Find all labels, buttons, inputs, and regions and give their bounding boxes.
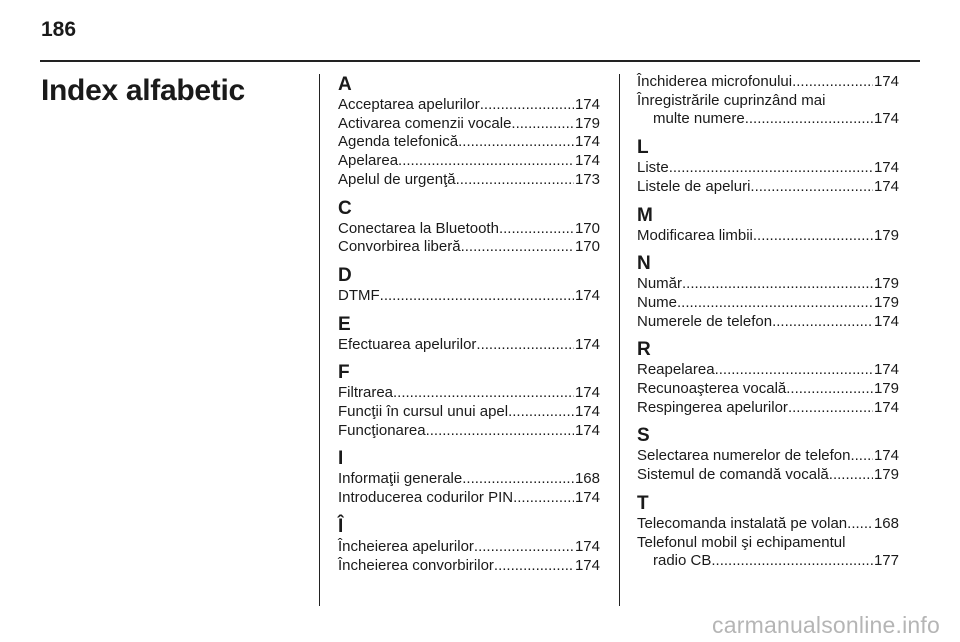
index-entry-page: 174 [873, 73, 899, 90]
index-entry-label: Convorbirea liberă [338, 238, 461, 256]
index-entry[interactable] [338, 557, 600, 576]
index-column-1 [338, 73, 600, 582]
index-column-2 [637, 73, 899, 578]
index-group [338, 361, 600, 440]
column-divider [319, 74, 320, 606]
index-letter-heading: M [637, 204, 653, 226]
index-entry-page: 170 [574, 238, 600, 256]
index-title: Index alfabetic [41, 74, 245, 107]
index-entry-page: 174 [574, 403, 600, 421]
index-entry-label: Încheierea convorbirilor [338, 556, 494, 574]
index-entry-page: 173 [574, 170, 600, 188]
dot-leader [494, 557, 574, 576]
index-entry-label-cont: radio CB [653, 552, 712, 570]
index-entry-page: 179 [873, 275, 899, 293]
index-entry-page: 168 [873, 514, 899, 532]
dot-leader [792, 73, 873, 92]
index-entry[interactable] [637, 466, 899, 485]
index-group [637, 136, 899, 196]
index-entry[interactable] [637, 275, 899, 294]
index-letter-heading: N [637, 253, 651, 275]
index-group [637, 338, 899, 417]
index-group [637, 492, 899, 571]
dot-leader [682, 275, 873, 294]
index-entry-page: 174 [574, 286, 600, 304]
index-entry[interactable] [338, 422, 600, 441]
index-entry-label: Număr [637, 275, 683, 293]
dot-leader [462, 470, 574, 489]
index-entry[interactable] [338, 287, 600, 306]
header-rule [40, 60, 920, 62]
index-letter-heading: A [338, 74, 352, 95]
index-letter-heading: C [338, 197, 352, 219]
index-entry[interactable] [637, 159, 899, 178]
index-entry-page: 174 [873, 398, 899, 416]
dot-leader [393, 384, 574, 403]
index-entry-page: 174 [574, 421, 600, 439]
index-group [338, 73, 600, 190]
index-entry-page: 174 [873, 177, 899, 195]
index-group [637, 204, 899, 246]
index-letter-heading: F [338, 362, 350, 384]
dot-leader [786, 380, 873, 399]
index-letter-heading: L [637, 137, 649, 159]
index-entry-continuation [637, 552, 899, 571]
dot-leader [677, 294, 873, 313]
column-divider [619, 74, 620, 606]
index-entry-page: 174 [574, 335, 600, 353]
dot-leader [426, 422, 574, 441]
index-entry[interactable] [338, 171, 600, 190]
index-letter-heading: E [338, 313, 351, 335]
index-entry-page: 179 [873, 226, 899, 244]
dot-leader [745, 110, 873, 129]
dot-leader [461, 238, 574, 257]
index-entry[interactable] [338, 115, 600, 134]
index-entry-page: 179 [873, 466, 899, 484]
index-entry-label: Efectuarea apelurilor [338, 335, 477, 353]
index-entry-label: Numerele de telefon [637, 312, 773, 330]
index-entry[interactable] [338, 152, 600, 171]
index-group [338, 447, 600, 507]
watermark: carmanualsonline.info [712, 612, 940, 638]
dot-leader [788, 399, 873, 418]
index-entry-page: 174 [574, 96, 600, 113]
index-entry-label: Acceptarea apelurilor [338, 96, 480, 113]
index-entry[interactable] [338, 133, 600, 152]
index-entry-label: Funcţii în cursul unui apel [338, 403, 509, 421]
index-entry-page: 174 [574, 489, 600, 507]
index-entry[interactable] [338, 220, 600, 239]
index-entry[interactable] [338, 384, 600, 403]
index-entry-label: Nume [637, 293, 678, 311]
index-entry-page: 170 [574, 219, 600, 237]
index-entry[interactable] [338, 538, 600, 557]
index-entry-page: 174 [873, 110, 899, 128]
index-entry-label-cont: multe numere [653, 110, 745, 128]
index-group [637, 424, 899, 484]
dot-leader [829, 466, 873, 485]
index-group [338, 264, 600, 306]
index-entry-page: 179 [873, 293, 899, 311]
dot-leader [476, 336, 574, 355]
index-letter-heading: I [338, 448, 344, 470]
index-letter-heading: Î [338, 515, 344, 537]
dot-leader [711, 552, 873, 571]
index-entry[interactable] [637, 294, 899, 313]
index-group [338, 515, 600, 575]
index-entry-label: Apelarea [338, 152, 399, 170]
dot-leader [456, 171, 574, 190]
index-entry-label: Înregistrările cuprinzând mai [637, 91, 826, 109]
index-letter-heading: D [338, 264, 352, 286]
index-entry[interactable] [637, 534, 899, 571]
index-entry[interactable] [338, 96, 600, 115]
index-entry-label: Agenda telefonică [338, 133, 459, 151]
index-group [637, 252, 899, 331]
index-entry-label: Modificarea limbii [637, 226, 753, 244]
index-entry-label: Reapelarea [637, 361, 715, 379]
index-entry[interactable] [637, 178, 899, 197]
index-entry-label: Listele de apeluri [637, 177, 751, 195]
index-entry-label: Informaţii generale [338, 470, 463, 488]
index-entry[interactable] [338, 489, 600, 508]
index-group [338, 197, 600, 257]
index-entry[interactable] [338, 238, 600, 257]
index-entry-label: Filtrarea [338, 384, 394, 402]
index-letter-heading: S [637, 425, 650, 447]
index-entry-page: 174 [873, 361, 899, 379]
dot-leader [669, 159, 873, 178]
index-entry[interactable] [637, 92, 899, 129]
dot-leader [772, 313, 873, 332]
index-entry[interactable] [338, 336, 600, 355]
dot-leader [398, 152, 574, 171]
index-entry[interactable] [637, 447, 899, 466]
index-entry-label: Liste [637, 159, 669, 177]
index-entry[interactable] [637, 380, 899, 399]
dot-leader [851, 515, 873, 534]
dot-leader [511, 115, 574, 134]
index-entry-label: Telefonul mobil şi echipamentul [637, 533, 846, 551]
index-entry-page: 174 [873, 447, 899, 465]
index-entry-page: 168 [574, 470, 600, 488]
dot-leader [380, 287, 574, 306]
index-entry-label: Apelul de urgenţă [338, 170, 456, 188]
index-entry-continuation [637, 110, 899, 129]
dot-leader [753, 227, 873, 246]
index-entry-page: 174 [574, 152, 600, 170]
index-entry[interactable] [637, 399, 899, 418]
dot-leader [499, 220, 574, 239]
dot-leader [508, 403, 574, 422]
index-entry-label: Introducerea codurilor PIN [338, 489, 514, 507]
index-entry-label: Funcţionarea [338, 421, 426, 439]
index-entry-label: Respingerea apelurilor [637, 398, 788, 416]
dot-leader [850, 447, 873, 466]
index-entry-page: 174 [574, 384, 600, 402]
index-entry-label: Selectarea numerelor de telefon [637, 447, 851, 465]
index-entry[interactable] [338, 470, 600, 489]
index-entry-label: Închiderea microfonului [637, 73, 793, 90]
index-entry[interactable] [637, 515, 899, 534]
index-entry-page: 174 [574, 537, 600, 555]
index-entry[interactable] [637, 73, 899, 92]
index-letter-heading: R [637, 339, 651, 361]
index-entry-label: DTMF [338, 286, 380, 304]
index-entry-label: Conectarea la Bluetooth [338, 219, 499, 237]
dot-leader [474, 538, 574, 557]
index-entry-page: 174 [574, 556, 600, 574]
page-number: 186 [41, 18, 77, 41]
dot-leader [750, 178, 873, 197]
index-entry-page: 179 [873, 380, 899, 398]
dot-leader [480, 96, 574, 115]
index-entry[interactable] [637, 361, 899, 380]
dot-leader [715, 361, 873, 380]
index-entry-label: Încheierea apelurilor [338, 537, 474, 555]
index-entry-page: 174 [873, 159, 899, 177]
index-group [338, 313, 600, 355]
index-entry-label: Recunoaşterea vocală [637, 380, 787, 398]
index-entry-page: 177 [873, 552, 899, 570]
index-entry-page: 179 [574, 114, 600, 132]
index-entry-page: 174 [574, 133, 600, 151]
index-letter-heading: T [637, 492, 649, 514]
index-entry-label: Sistemul de comandă vocală [637, 466, 829, 484]
index-entry[interactable] [637, 227, 899, 246]
dot-leader [458, 133, 574, 152]
index-entry[interactable] [338, 403, 600, 422]
index-entry-page: 174 [873, 312, 899, 330]
index-entry[interactable] [637, 313, 899, 332]
index-entry-label: Activarea comenzii vocale [338, 114, 512, 132]
dot-leader [513, 489, 574, 508]
index-group [637, 73, 899, 129]
index-entry-label: Telecomanda instalată pe volan. [637, 514, 852, 532]
